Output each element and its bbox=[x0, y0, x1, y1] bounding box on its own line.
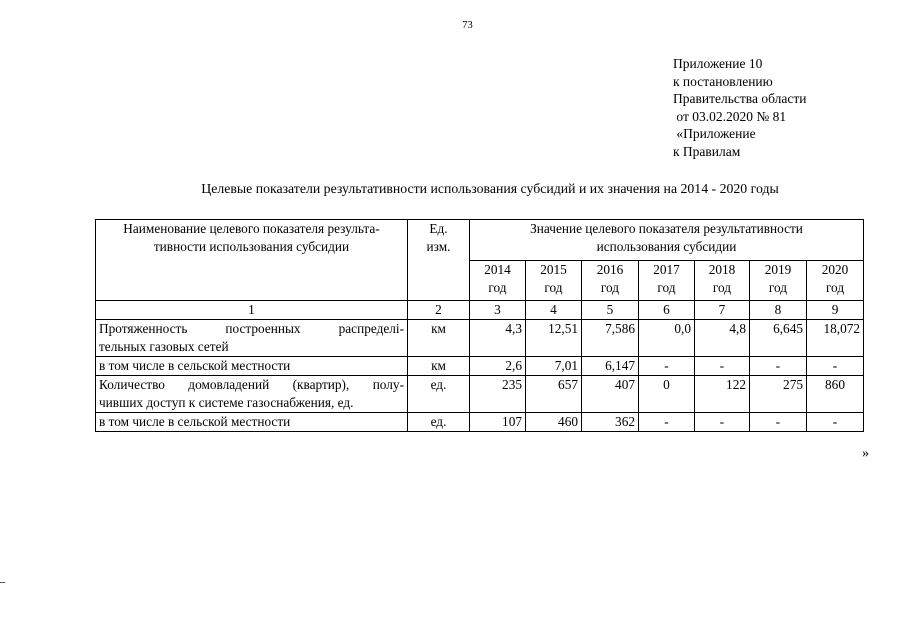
unit-cell: ед. bbox=[408, 413, 470, 432]
year-label: 2020 bbox=[821, 262, 849, 277]
year-suffix: год bbox=[825, 280, 845, 295]
table-row bbox=[96, 320, 864, 357]
indicator-name-cell: в том числе в сельской местности bbox=[96, 413, 408, 432]
indicator-name-line: чивших доступ к системе газоснабжения, ед. bbox=[99, 395, 354, 410]
unit-cell: км bbox=[408, 320, 470, 357]
column-number-row bbox=[96, 301, 864, 320]
column-number: 9 bbox=[807, 301, 864, 320]
value-cell: 235 bbox=[470, 376, 526, 413]
header-name-line: Наименование целевого показателя результа- bbox=[123, 221, 380, 236]
appendix-reference bbox=[673, 55, 806, 161]
year-cell bbox=[470, 261, 526, 301]
value-cell: - bbox=[639, 357, 695, 376]
year-label: 2014 bbox=[484, 262, 511, 277]
year-cell bbox=[695, 261, 750, 301]
table-row bbox=[96, 357, 864, 376]
value-cell: 362 bbox=[582, 413, 639, 432]
year-label: 2017 bbox=[653, 262, 680, 277]
header-unit-line: изм. bbox=[426, 239, 451, 254]
value-cell: 0 bbox=[639, 376, 695, 413]
column-number: 1 bbox=[96, 301, 408, 320]
appendix-line: к Правилам bbox=[673, 143, 741, 159]
value-cell: 7,01 bbox=[526, 357, 582, 376]
appendix-line: к постановлению bbox=[673, 73, 773, 89]
value-cell: - bbox=[807, 413, 864, 432]
year-cell bbox=[582, 261, 639, 301]
value-cell: 2,6 bbox=[470, 357, 526, 376]
year-suffix: год bbox=[768, 280, 788, 295]
unit-cell: ед. bbox=[408, 376, 470, 413]
header-value-group bbox=[470, 220, 864, 261]
value-cell: 860 bbox=[807, 376, 864, 413]
value-cell: 122 bbox=[695, 376, 750, 413]
unit-cell: км bbox=[408, 357, 470, 376]
value-cell: 4,8 bbox=[695, 320, 750, 357]
scan-edge-mark bbox=[0, 582, 5, 583]
table-row bbox=[96, 376, 864, 413]
value-cell: 0,0 bbox=[639, 320, 695, 357]
value-cell: - bbox=[695, 413, 750, 432]
year-cell bbox=[807, 261, 864, 301]
year-suffix: год bbox=[712, 280, 732, 295]
value-cell: 18,072 bbox=[807, 320, 864, 357]
year-label: 2019 bbox=[764, 262, 792, 277]
year-suffix: год bbox=[544, 280, 563, 295]
page-number: 73 bbox=[462, 20, 473, 31]
appendix-line: от 03.02.2020 № 81 bbox=[673, 108, 787, 124]
value-cell: 4,3 bbox=[470, 320, 526, 357]
indicator-name-cell bbox=[96, 376, 408, 413]
value-cell: 275 bbox=[750, 376, 807, 413]
column-number: 6 bbox=[639, 301, 695, 320]
indicator-name-line: Количество домовладений (квартир), полу- bbox=[99, 377, 404, 392]
year-cell bbox=[639, 261, 695, 301]
header-row bbox=[96, 220, 864, 261]
appendix-line: Приложение 10 bbox=[673, 56, 763, 71]
column-number: 2 bbox=[408, 301, 470, 320]
column-number: 5 bbox=[582, 301, 639, 320]
value-cell: - bbox=[695, 357, 750, 376]
header-unit-cell bbox=[408, 220, 470, 301]
year-suffix: год bbox=[600, 280, 620, 295]
indicators-table bbox=[95, 219, 864, 432]
year-suffix: год bbox=[657, 280, 676, 295]
value-cell: - bbox=[750, 413, 807, 432]
column-number: 7 bbox=[695, 301, 750, 320]
value-cell: 6,147 bbox=[582, 357, 639, 376]
column-number: 8 bbox=[750, 301, 807, 320]
appendix-line: «Приложение bbox=[673, 126, 756, 142]
value-cell: 6,645 bbox=[750, 320, 807, 357]
indicator-name-cell: в том числе в сельской местности bbox=[96, 357, 408, 376]
value-cell: 107 bbox=[470, 413, 526, 432]
indicator-name-line: Протяженность построенных распределі- bbox=[99, 321, 404, 336]
header-name-cell bbox=[96, 220, 408, 301]
document-title: Целевые показатели результативности использования субсидий и их значения на 2014 - 2020 годы bbox=[201, 181, 779, 196]
header-name-line: тивности использования субсидии bbox=[153, 239, 350, 254]
indicator-name-line: тельных газовых сетей bbox=[99, 339, 229, 354]
column-number: 3 bbox=[470, 301, 526, 320]
table-row bbox=[96, 413, 864, 432]
year-suffix: год bbox=[488, 280, 507, 295]
indicator-name-cell bbox=[96, 320, 408, 357]
header-value-line: использования субсидии bbox=[596, 239, 737, 254]
value-cell: 460 bbox=[526, 413, 582, 432]
year-label: 2016 bbox=[596, 262, 624, 277]
column-number: 4 bbox=[526, 301, 582, 320]
value-cell: 407 bbox=[582, 376, 639, 413]
appendix-line: Правительства области bbox=[673, 91, 807, 107]
year-cell bbox=[750, 261, 807, 301]
closing-quote: » bbox=[862, 446, 869, 461]
value-cell: 657 bbox=[526, 376, 582, 413]
value-cell: - bbox=[807, 357, 864, 376]
year-cell bbox=[526, 261, 582, 301]
value-cell: 7,586 bbox=[582, 320, 639, 357]
value-cell: - bbox=[750, 357, 807, 376]
year-label: 2018 bbox=[708, 262, 736, 277]
value-cell: - bbox=[639, 413, 695, 432]
header-unit-line: Ед. bbox=[429, 221, 448, 236]
header-value-line: Значение целевого показателя результативности bbox=[530, 221, 803, 236]
year-label: 2015 bbox=[540, 262, 567, 277]
value-cell: 12,51 bbox=[526, 320, 582, 357]
